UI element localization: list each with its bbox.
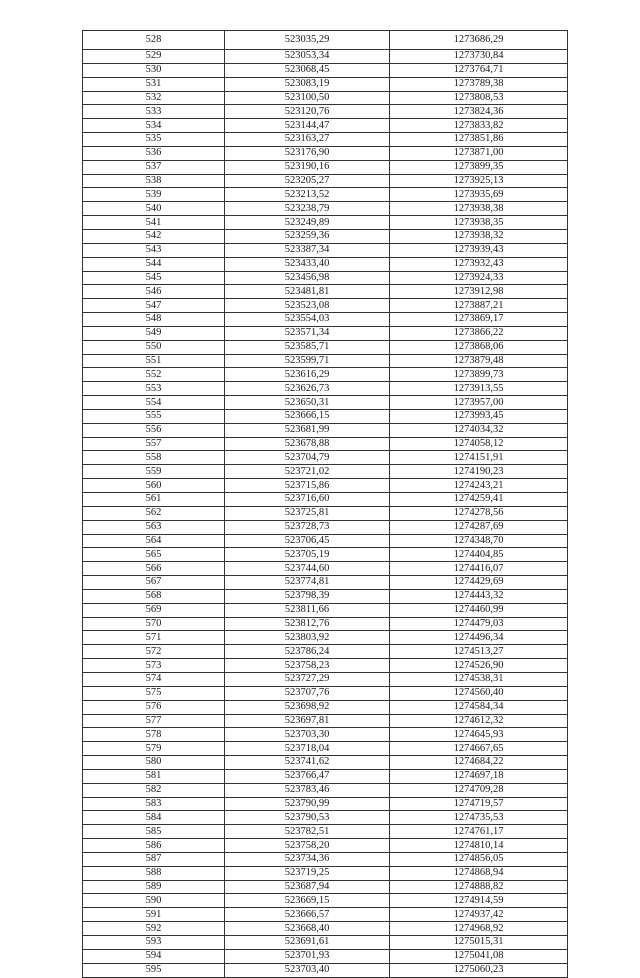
x-coordinate-cell: 523790,99	[225, 797, 390, 811]
x-coordinate-cell: 523705,19	[225, 548, 390, 562]
point-number-cell: 567	[83, 576, 225, 590]
point-number-cell: 586	[83, 839, 225, 853]
point-number-cell: 587	[83, 852, 225, 866]
table-row	[83, 506, 568, 520]
x-coordinate-cell: 523697,81	[225, 714, 390, 728]
table-row	[83, 728, 568, 742]
x-coordinate-cell: 523783,46	[225, 783, 390, 797]
y-coordinate-cell: 1274735,53	[390, 811, 568, 825]
x-coordinate-cell: 523744,60	[225, 562, 390, 576]
y-coordinate-cell: 1274645,93	[390, 728, 568, 742]
y-coordinate-cell: 1274348,70	[390, 534, 568, 548]
table-row	[83, 686, 568, 700]
table-row	[83, 894, 568, 908]
point-number-cell: 550	[83, 340, 225, 354]
point-number-cell: 580	[83, 756, 225, 770]
y-coordinate-cell: 1273912,98	[390, 285, 568, 299]
y-coordinate-cell: 1274151,91	[390, 451, 568, 465]
y-coordinate-cell: 1273932,43	[390, 257, 568, 271]
x-coordinate-cell: 523387,34	[225, 243, 390, 257]
x-coordinate-cell: 523812,76	[225, 617, 390, 631]
point-number-cell: 570	[83, 617, 225, 631]
point-number-cell: 543	[83, 243, 225, 257]
y-coordinate-cell: 1273938,32	[390, 229, 568, 243]
x-coordinate-cell: 523774,81	[225, 576, 390, 590]
x-coordinate-cell: 523190,16	[225, 160, 390, 174]
point-number-cell: 579	[83, 742, 225, 756]
x-coordinate-cell: 523719,25	[225, 866, 390, 880]
y-coordinate-cell: 1274538,31	[390, 672, 568, 686]
point-number-cell: 573	[83, 659, 225, 673]
y-coordinate-cell: 1274667,65	[390, 742, 568, 756]
table-row	[83, 825, 568, 839]
point-number-cell: 558	[83, 451, 225, 465]
x-coordinate-cell: 523704,79	[225, 451, 390, 465]
table-row	[83, 451, 568, 465]
point-number-cell: 571	[83, 631, 225, 645]
y-coordinate-cell: 1274810,14	[390, 839, 568, 853]
point-number-cell: 561	[83, 493, 225, 507]
y-coordinate-cell: 1274584,34	[390, 700, 568, 714]
point-number-cell: 544	[83, 257, 225, 271]
table-row	[83, 576, 568, 590]
x-coordinate-cell: 523554,03	[225, 313, 390, 327]
x-coordinate-cell: 523585,71	[225, 340, 390, 354]
y-coordinate-cell: 1274404,85	[390, 548, 568, 562]
table-row	[83, 783, 568, 797]
x-coordinate-cell: 523120,76	[225, 105, 390, 119]
x-coordinate-cell: 523691,61	[225, 936, 390, 950]
table-row	[83, 105, 568, 119]
x-coordinate-cell: 523083,19	[225, 77, 390, 91]
x-coordinate-cell: 523456,98	[225, 271, 390, 285]
y-coordinate-cell: 1275041,08	[390, 949, 568, 963]
point-number-cell: 542	[83, 229, 225, 243]
table-row	[83, 659, 568, 673]
x-coordinate-cell: 523669,15	[225, 894, 390, 908]
point-number-cell: 528	[83, 31, 225, 50]
table-row	[83, 534, 568, 548]
table-row	[83, 631, 568, 645]
coordinates-table	[82, 30, 568, 978]
x-coordinate-cell: 523053,34	[225, 50, 390, 64]
point-number-cell: 533	[83, 105, 225, 119]
point-number-cell: 563	[83, 520, 225, 534]
point-number-cell: 535	[83, 133, 225, 147]
point-number-cell: 565	[83, 548, 225, 562]
table-row	[83, 174, 568, 188]
table-row	[83, 852, 568, 866]
point-number-cell: 534	[83, 119, 225, 133]
x-coordinate-cell: 523715,86	[225, 479, 390, 493]
x-coordinate-cell: 523599,71	[225, 354, 390, 368]
y-coordinate-cell: 1273730,84	[390, 50, 568, 64]
y-coordinate-cell: 1274278,56	[390, 506, 568, 520]
point-number-cell: 559	[83, 465, 225, 479]
point-number-cell: 575	[83, 686, 225, 700]
table-row	[83, 160, 568, 174]
x-coordinate-cell: 523666,15	[225, 409, 390, 423]
y-coordinate-cell: 1273887,21	[390, 299, 568, 313]
table-row	[83, 77, 568, 91]
y-coordinate-cell: 1274058,12	[390, 437, 568, 451]
point-number-cell: 530	[83, 63, 225, 77]
x-coordinate-cell: 523626,73	[225, 382, 390, 396]
point-number-cell: 589	[83, 880, 225, 894]
point-number-cell: 552	[83, 368, 225, 382]
x-coordinate-cell: 523703,30	[225, 728, 390, 742]
y-coordinate-cell: 1274761,17	[390, 825, 568, 839]
table-row	[83, 479, 568, 493]
x-coordinate-cell: 523790,53	[225, 811, 390, 825]
y-coordinate-cell: 1274914,59	[390, 894, 568, 908]
x-coordinate-cell: 523650,31	[225, 396, 390, 410]
x-coordinate-cell: 523205,27	[225, 174, 390, 188]
x-coordinate-cell: 523741,62	[225, 756, 390, 770]
x-coordinate-cell: 523727,29	[225, 672, 390, 686]
x-coordinate-cell: 523035,29	[225, 31, 390, 50]
table-row	[83, 437, 568, 451]
table-row	[83, 493, 568, 507]
point-number-cell: 576	[83, 700, 225, 714]
point-number-cell: 539	[83, 188, 225, 202]
y-coordinate-cell: 1274526,90	[390, 659, 568, 673]
table-row	[83, 645, 568, 659]
x-coordinate-cell: 523249,89	[225, 216, 390, 230]
point-number-cell: 554	[83, 396, 225, 410]
table-row	[83, 603, 568, 617]
x-coordinate-cell: 523144,47	[225, 119, 390, 133]
y-coordinate-cell: 1274429,69	[390, 576, 568, 590]
table-row	[83, 50, 568, 64]
y-coordinate-cell: 1273924,33	[390, 271, 568, 285]
y-coordinate-cell: 1274416,07	[390, 562, 568, 576]
point-number-cell: 595	[83, 963, 225, 977]
point-number-cell: 541	[83, 216, 225, 230]
x-coordinate-cell: 523766,47	[225, 769, 390, 783]
y-coordinate-cell: 1273957,00	[390, 396, 568, 410]
x-coordinate-cell: 523734,36	[225, 852, 390, 866]
point-number-cell: 537	[83, 160, 225, 174]
point-number-cell: 582	[83, 783, 225, 797]
y-coordinate-cell: 1273879,48	[390, 354, 568, 368]
table-row	[83, 216, 568, 230]
x-coordinate-cell: 523698,92	[225, 700, 390, 714]
point-number-cell: 592	[83, 922, 225, 936]
point-number-cell: 585	[83, 825, 225, 839]
point-number-cell: 531	[83, 77, 225, 91]
table-row	[83, 31, 568, 50]
table-row	[83, 229, 568, 243]
table-row	[83, 243, 568, 257]
y-coordinate-cell: 1274190,23	[390, 465, 568, 479]
point-number-cell: 568	[83, 589, 225, 603]
y-coordinate-cell: 1273993,45	[390, 409, 568, 423]
point-number-cell: 584	[83, 811, 225, 825]
table-row	[83, 922, 568, 936]
table-row	[83, 354, 568, 368]
point-number-cell: 538	[83, 174, 225, 188]
point-number-cell: 588	[83, 866, 225, 880]
table-row	[83, 409, 568, 423]
y-coordinate-cell: 1273869,17	[390, 313, 568, 327]
y-coordinate-cell: 1274868,94	[390, 866, 568, 880]
x-coordinate-cell: 523616,29	[225, 368, 390, 382]
x-coordinate-cell: 523100,50	[225, 91, 390, 105]
table-row	[83, 769, 568, 783]
table-row	[83, 756, 568, 770]
y-coordinate-cell: 1274460,99	[390, 603, 568, 617]
x-coordinate-cell: 523758,20	[225, 839, 390, 853]
table-row	[83, 91, 568, 105]
x-coordinate-cell: 523728,73	[225, 520, 390, 534]
y-coordinate-cell: 1275015,31	[390, 936, 568, 950]
y-coordinate-cell: 1274719,57	[390, 797, 568, 811]
point-number-cell: 536	[83, 146, 225, 160]
point-number-cell: 556	[83, 423, 225, 437]
table-row	[83, 396, 568, 410]
table-row	[83, 797, 568, 811]
point-number-cell: 581	[83, 769, 225, 783]
point-number-cell: 532	[83, 91, 225, 105]
point-number-cell: 557	[83, 437, 225, 451]
table-row	[83, 839, 568, 853]
x-coordinate-cell: 523725,81	[225, 506, 390, 520]
y-coordinate-cell: 1274888,82	[390, 880, 568, 894]
x-coordinate-cell: 523782,51	[225, 825, 390, 839]
y-coordinate-cell: 1274856,05	[390, 852, 568, 866]
x-coordinate-cell: 523721,02	[225, 465, 390, 479]
table-row	[83, 811, 568, 825]
table-row	[83, 589, 568, 603]
table-row	[83, 617, 568, 631]
table-row	[83, 382, 568, 396]
point-number-cell: 540	[83, 202, 225, 216]
y-coordinate-cell: 1273833,82	[390, 119, 568, 133]
coordinates-table-body	[83, 31, 568, 978]
x-coordinate-cell: 523706,45	[225, 534, 390, 548]
point-number-cell: 590	[83, 894, 225, 908]
x-coordinate-cell: 523703,40	[225, 963, 390, 977]
y-coordinate-cell: 1273866,22	[390, 326, 568, 340]
y-coordinate-cell: 1273789,38	[390, 77, 568, 91]
point-number-cell: 577	[83, 714, 225, 728]
point-number-cell: 555	[83, 409, 225, 423]
table-row	[83, 866, 568, 880]
x-coordinate-cell: 523798,39	[225, 589, 390, 603]
point-number-cell: 594	[83, 949, 225, 963]
table-row	[83, 949, 568, 963]
table-row	[83, 908, 568, 922]
table-row	[83, 672, 568, 686]
x-coordinate-cell: 523687,94	[225, 880, 390, 894]
x-coordinate-cell: 523163,27	[225, 133, 390, 147]
y-coordinate-cell: 1274684,22	[390, 756, 568, 770]
point-number-cell: 551	[83, 354, 225, 368]
x-coordinate-cell: 523707,76	[225, 686, 390, 700]
table-row	[83, 313, 568, 327]
table-row	[83, 188, 568, 202]
y-coordinate-cell: 1274968,92	[390, 922, 568, 936]
y-coordinate-cell: 1274034,32	[390, 423, 568, 437]
table-row	[83, 285, 568, 299]
table-row	[83, 299, 568, 313]
table-row	[83, 520, 568, 534]
y-coordinate-cell: 1274479,03	[390, 617, 568, 631]
y-coordinate-cell: 1274443,32	[390, 589, 568, 603]
table-row	[83, 340, 568, 354]
y-coordinate-cell: 1274560,40	[390, 686, 568, 700]
x-coordinate-cell: 523668,40	[225, 922, 390, 936]
table-row	[83, 202, 568, 216]
x-coordinate-cell: 523666,57	[225, 908, 390, 922]
table-row	[83, 548, 568, 562]
table-row	[83, 742, 568, 756]
point-number-cell: 548	[83, 313, 225, 327]
y-coordinate-cell: 1273808,53	[390, 91, 568, 105]
y-coordinate-cell: 1274287,69	[390, 520, 568, 534]
table-row	[83, 119, 568, 133]
y-coordinate-cell: 1273686,29	[390, 31, 568, 50]
x-coordinate-cell: 523716,60	[225, 493, 390, 507]
table-row	[83, 963, 568, 977]
point-number-cell: 549	[83, 326, 225, 340]
y-coordinate-cell: 1273938,35	[390, 216, 568, 230]
y-coordinate-cell: 1273939,43	[390, 243, 568, 257]
table-row	[83, 146, 568, 160]
table-row	[83, 326, 568, 340]
y-coordinate-cell: 1273824,36	[390, 105, 568, 119]
y-coordinate-cell: 1273764,71	[390, 63, 568, 77]
point-number-cell: 547	[83, 299, 225, 313]
y-coordinate-cell: 1273871,00	[390, 146, 568, 160]
point-number-cell: 569	[83, 603, 225, 617]
x-coordinate-cell: 523786,24	[225, 645, 390, 659]
x-coordinate-cell: 523068,45	[225, 63, 390, 77]
point-number-cell: 546	[83, 285, 225, 299]
table-row	[83, 714, 568, 728]
table-row	[83, 465, 568, 479]
y-coordinate-cell: 1275060,23	[390, 963, 568, 977]
point-number-cell: 578	[83, 728, 225, 742]
point-number-cell: 553	[83, 382, 225, 396]
y-coordinate-cell: 1273925,13	[390, 174, 568, 188]
table-row	[83, 880, 568, 894]
y-coordinate-cell: 1273935,69	[390, 188, 568, 202]
y-coordinate-cell: 1274709,28	[390, 783, 568, 797]
point-number-cell: 583	[83, 797, 225, 811]
table-row	[83, 63, 568, 77]
point-number-cell: 591	[83, 908, 225, 922]
x-coordinate-cell: 523718,04	[225, 742, 390, 756]
x-coordinate-cell: 523523,08	[225, 299, 390, 313]
point-number-cell: 545	[83, 271, 225, 285]
point-number-cell: 566	[83, 562, 225, 576]
y-coordinate-cell: 1274937,42	[390, 908, 568, 922]
y-coordinate-cell: 1273938,38	[390, 202, 568, 216]
point-number-cell: 593	[83, 936, 225, 950]
y-coordinate-cell: 1273913,55	[390, 382, 568, 396]
x-coordinate-cell: 523176,90	[225, 146, 390, 160]
y-coordinate-cell: 1274513,27	[390, 645, 568, 659]
point-number-cell: 572	[83, 645, 225, 659]
point-number-cell: 564	[83, 534, 225, 548]
x-coordinate-cell: 523213,52	[225, 188, 390, 202]
x-coordinate-cell: 523433,40	[225, 257, 390, 271]
y-coordinate-cell: 1273868,06	[390, 340, 568, 354]
x-coordinate-cell: 523803,92	[225, 631, 390, 645]
x-coordinate-cell: 523811,66	[225, 603, 390, 617]
table-row	[83, 700, 568, 714]
point-number-cell: 574	[83, 672, 225, 686]
y-coordinate-cell: 1274612,32	[390, 714, 568, 728]
table-row	[83, 133, 568, 147]
y-coordinate-cell: 1273899,35	[390, 160, 568, 174]
point-number-cell: 562	[83, 506, 225, 520]
x-coordinate-cell: 523259,36	[225, 229, 390, 243]
table-row	[83, 562, 568, 576]
table-row	[83, 368, 568, 382]
x-coordinate-cell: 523758,23	[225, 659, 390, 673]
x-coordinate-cell: 523701,93	[225, 949, 390, 963]
y-coordinate-cell: 1274697,18	[390, 769, 568, 783]
table-row	[83, 271, 568, 285]
table-row	[83, 257, 568, 271]
y-coordinate-cell: 1274259,41	[390, 493, 568, 507]
point-number-cell: 529	[83, 50, 225, 64]
x-coordinate-cell: 523238,79	[225, 202, 390, 216]
y-coordinate-cell: 1273899,73	[390, 368, 568, 382]
y-coordinate-cell: 1274243,21	[390, 479, 568, 493]
point-number-cell: 560	[83, 479, 225, 493]
table-row	[83, 423, 568, 437]
x-coordinate-cell: 523481,81	[225, 285, 390, 299]
x-coordinate-cell: 523678,88	[225, 437, 390, 451]
y-coordinate-cell: 1273851,86	[390, 133, 568, 147]
x-coordinate-cell: 523571,34	[225, 326, 390, 340]
x-coordinate-cell: 523681,99	[225, 423, 390, 437]
table-row	[83, 936, 568, 950]
y-coordinate-cell: 1274496,34	[390, 631, 568, 645]
